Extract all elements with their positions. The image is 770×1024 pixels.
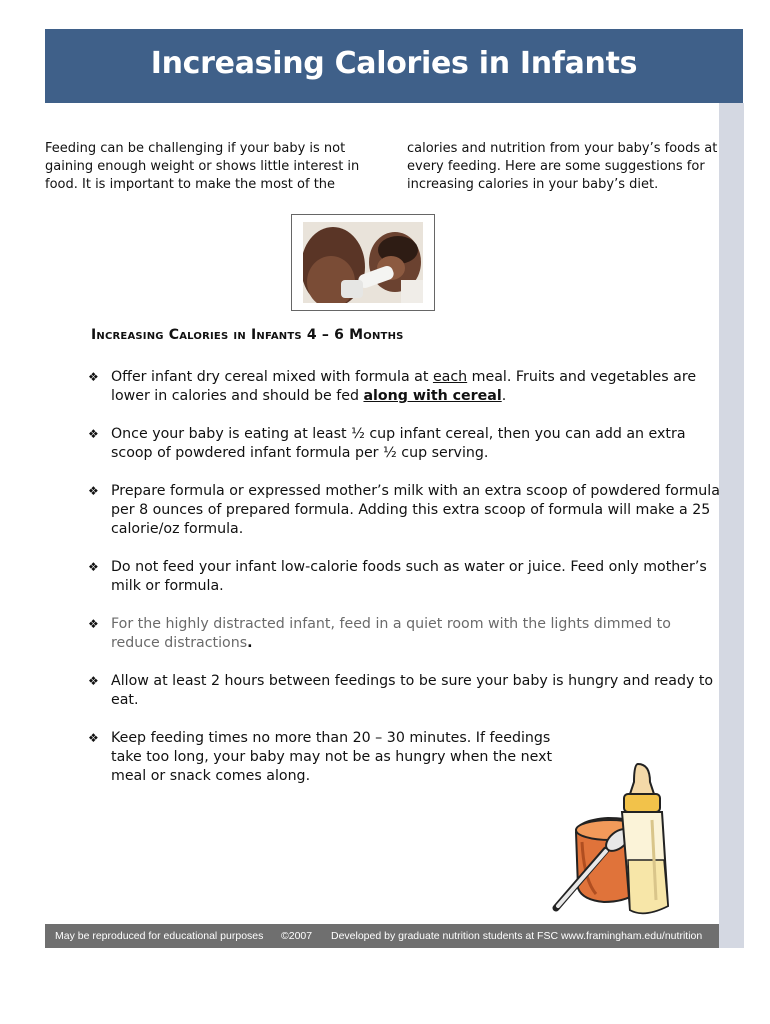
- page-title: Increasing Calories in Infants: [150, 46, 638, 81]
- b3-text: Prepare formula or expressed mother’s milk with an extra scoop of powdered formula per 8 ounces of prepared formula. Adding this extra scoop of formula will make a 25 calorie/oz formula.: [111, 483, 720, 537]
- list-item: [88, 672, 722, 710]
- side-accent-bar: [719, 103, 744, 948]
- b1-text-b: meal. Fruits and vegetables are lower in calories and should be fed: [111, 369, 697, 404]
- footer-developed: Developed by graduate nutrition students at FSC www.framingham.edu/nutrition: [331, 930, 703, 942]
- diamond-bullet-icon: ❖: [88, 427, 99, 441]
- baby-bottle-bowl-icon: [548, 760, 708, 920]
- diamond-bullet-icon: ❖: [88, 484, 99, 498]
- intro-right-column: calories and nutrition from your baby’s foods at every feeding. Here are some suggestions for increasing calories in your baby’s diet.: [407, 141, 718, 192]
- b1-text-a: Offer infant dry cereal mixed with formula at: [111, 369, 433, 385]
- list-item: [88, 615, 722, 653]
- list-item: [88, 368, 722, 406]
- title-banner: [45, 29, 743, 103]
- diamond-bullet-icon: ❖: [88, 731, 99, 745]
- b4-text: Do not feed your infant low-calorie foods such as water or juice. Feed only mother’s milk or formula.: [111, 559, 707, 594]
- diamond-bullet-icon: ❖: [88, 617, 99, 631]
- b2-text: Once your baby is eating at least ½ cup infant cereal, then you can add an extra scoop of powdered infant formula per ½ cup serving.: [111, 426, 686, 461]
- b1-bold-underline: along with cereal: [363, 388, 502, 404]
- footer-copyright: ©2007: [281, 930, 313, 942]
- list-item: [88, 425, 722, 463]
- b7-text: Keep feeding times no more than 20 – 30 minutes. If feedings take too long, your baby may not be as hungry when the next meal or snack comes along.: [111, 730, 553, 784]
- b5-text: For the highly distracted infant, feed in a quiet room with the lights dimmed to reduce distractions: [111, 616, 671, 651]
- b5-end: .: [247, 635, 253, 651]
- b1-text-c: .: [501, 388, 507, 404]
- diamond-bullet-icon: ❖: [88, 560, 99, 574]
- baby-feeding-photo-art: [303, 222, 423, 303]
- b1-underlined-each: each: [432, 369, 468, 385]
- suggestion-list: [88, 368, 722, 805]
- section-heading: Increasing Calories in Infants 4 – 6 Months: [91, 327, 404, 343]
- photo-frame: [291, 214, 435, 311]
- footer-reproduce: May be reproduced for educational purposes: [55, 930, 264, 942]
- diamond-bullet-icon: ❖: [88, 674, 99, 688]
- footer-bar: [45, 924, 719, 948]
- intro-left-column: Feeding can be challenging if your baby is not gaining enough weight or shows little interest in food. It is important to make the most of the: [45, 141, 360, 192]
- list-item: [88, 558, 722, 596]
- list-item: [88, 482, 722, 539]
- baby-feeding-photo: [303, 222, 423, 303]
- b6-text: Allow at least 2 hours between feedings to be sure your baby is hungry and ready to eat.: [111, 673, 714, 708]
- diamond-bullet-icon: ❖: [88, 370, 99, 384]
